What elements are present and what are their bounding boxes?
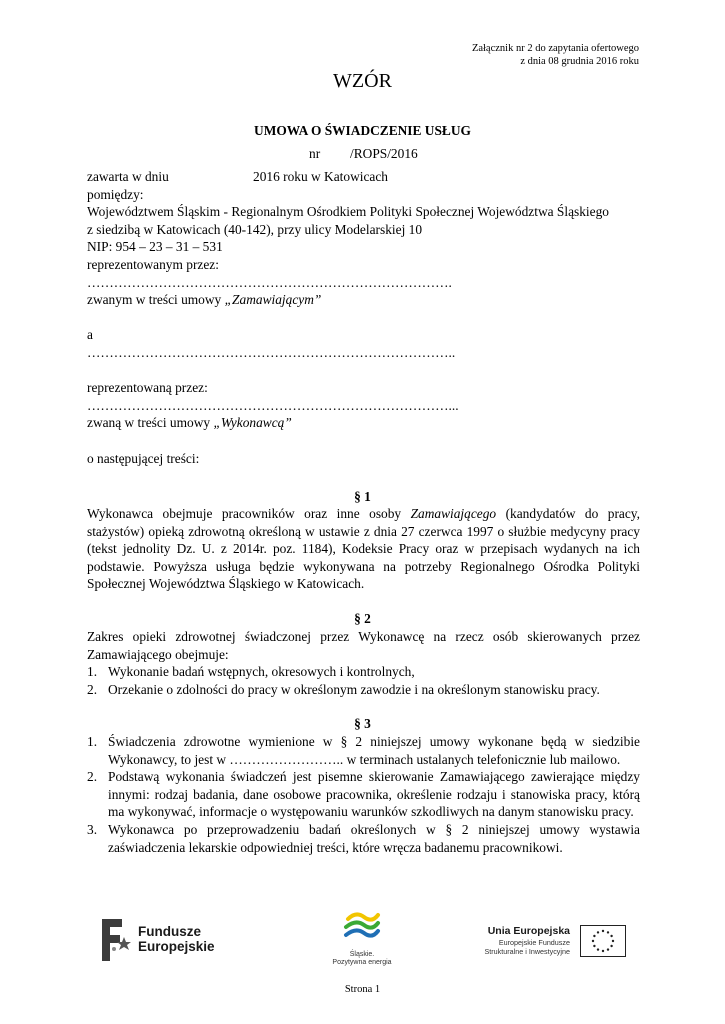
item-number: 1. <box>87 734 98 749</box>
slaskie-logo <box>326 909 398 971</box>
item-text: Orzekanie o zdolności do pracy w określonym zawodzie i na określonym stanowisku pracy. <box>108 681 600 697</box>
list-item <box>87 663 640 681</box>
s1-text-a: Wykonawca obejmuje pracowników oraz inne osoby <box>87 506 411 521</box>
ue-sub-1: Europejskie Fundusze <box>498 938 570 947</box>
called-prefix: zwanym w treści umowy <box>87 292 225 308</box>
section-3-list <box>87 733 640 856</box>
section-1-line-5: Społecznej Województwa Śląskiego w Katowicach. <box>87 576 365 592</box>
slaskie-line-2: Pozytywna energia <box>332 959 392 966</box>
ue-title: Unia Europejska <box>487 925 570 937</box>
unia-europejska-logo <box>470 923 628 963</box>
section-3-heading: § 3 <box>354 716 371 731</box>
between-label: pomiędzy: <box>87 186 144 202</box>
section-1-body <box>87 505 640 593</box>
item-text: Wykonanie badań wstępnych, okresowych i kontrolnych, <box>108 664 415 680</box>
list-item <box>87 733 640 768</box>
footer-logos <box>0 905 725 975</box>
item-line: innymi: rodzaj badania, dane osobowe pracownika, określenie rodzaju i stanowiska pracy, którą <box>108 786 640 802</box>
contract-heading: UMOWA O ŚWIADCZENIE USŁUG <box>254 123 471 138</box>
list-item <box>87 768 640 821</box>
item-line: ma wykonywać, informacje o występowaniu warunków szkodliwych na danym stanowisku pracy. <box>108 804 634 820</box>
s1-text-italic: Zamawiającego <box>410 506 497 521</box>
called-f-name: „Wykonawcą” <box>213 415 292 431</box>
section-1-line-2: stażystów) opieką zdrowotną określoną w ustawie z dnia 27 czerwca 1997 o służbie medycyny pracy <box>87 523 640 539</box>
called-name: „Zamawiającym” <box>224 292 322 308</box>
represented-by-dots: ………………………………………………………………………. <box>87 274 452 290</box>
called-contractor <box>87 414 640 432</box>
attachment-note <box>472 42 639 68</box>
called-f-prefix: zwaną w treści umowy <box>87 415 214 431</box>
content-intro: o następującej treści: <box>87 450 200 466</box>
s1-text-c: (kandydatów do pracy, <box>496 506 640 521</box>
item-number: 3. <box>87 821 98 837</box>
eu-flag-icon <box>580 925 626 957</box>
section-2-line-1: Zakres opieki zdrowotnej świadczonej przez Wykonawcę na rzecz osób skierowanych przez <box>87 629 640 644</box>
list-item <box>87 681 640 699</box>
called-ordering-party <box>87 291 640 309</box>
represented-by-label: reprezentowanym przez: <box>87 256 219 272</box>
slaskie-line-1: Śląskie. <box>349 951 375 958</box>
item-number: 2. <box>87 681 98 697</box>
section-1-heading: § 1 <box>354 489 371 504</box>
section-1-line-3: (tekst jednolity Dz. U. z 2014r. poz. 1184), Kodeksie Pracy oraz w przepisach wydanych na ich <box>87 541 640 557</box>
attachment-line-1: Załącznik nr 2 do zapytania ofertowego <box>471 43 639 54</box>
item-line: Świadczenia zdrowotne wymienione w § 2 niniejszej umowy wykonane będą w siedzibie <box>108 734 640 749</box>
section-1-line-4: podstawie. Powyższa usługa będzie wykonywana na potrzeby Regionalnego Ośrodka Polityki <box>87 558 640 574</box>
item-line: Wykonawca po przeprowadzeniu badań określonych w § 2 niniejszej umowy wystawia <box>108 821 640 837</box>
item-number: 2. <box>87 769 98 785</box>
item-number: 1. <box>87 664 98 680</box>
fe-line-1: Fundusze <box>138 924 201 939</box>
item-line: zaświadczenia lekarskie odpowiedniej treści, które wręcza badanemu pracownikowi. <box>108 839 563 855</box>
contractor-dots: ……………………………………………………………………….. <box>87 344 456 360</box>
contract-nr-suffix: /ROPS/2016 <box>350 146 418 161</box>
item-line: Wykonawcy, to jest w …………………….. w terminach ustalanych telefonicznie lub mailowo. <box>108 751 621 767</box>
parties-block <box>87 168 640 467</box>
contract-nr-label: nr <box>309 146 321 161</box>
represented-by-f-label: reprezentowaną przez: <box>87 380 208 396</box>
slaskie-icon <box>342 909 382 945</box>
fundusze-europejskie-icon <box>100 917 134 963</box>
section-2-line-2: Zamawiającego obejmuje: <box>87 646 229 662</box>
section-2-body <box>87 628 640 698</box>
entity-nip: NIP: 954 – 23 – 31 – 531 <box>87 239 223 255</box>
section-1-line-1 <box>87 505 640 523</box>
section-2-list <box>87 663 640 698</box>
item-line: Podstawą wykonania świadczeń jest pisemne skierowanie Zamawiającego zawierające między <box>108 769 640 785</box>
attachment-line-2: z dnia 08 grudnia 2016 roku <box>520 56 639 67</box>
fundusze-europejskie-logo <box>100 915 220 965</box>
represented-by-f-dots: ………………………………………………………………………... <box>87 397 459 413</box>
entity-address: z siedzibą w Katowicach (40-142), przy ulicy Modelarskiej 10 <box>87 221 423 237</box>
page-number: Strona 1 <box>344 984 381 995</box>
and-label: a <box>87 327 93 343</box>
entity-name: Województwem Śląskim - Regionalnym Ośrodkiem Polityki Społecznej Województwa Śląskiego <box>87 204 609 220</box>
concluded-line <box>87 168 640 186</box>
ue-sub-2: Strukturalne i Inwestycyjne <box>484 947 570 956</box>
concluded-label: zawarta w dniu <box>87 169 169 184</box>
section-3-body <box>87 733 640 856</box>
template-title: WZÓR <box>333 70 392 92</box>
concluded-place: 2016 roku w Katowicach <box>253 169 388 184</box>
fe-line-2: Europejskie <box>138 939 215 954</box>
section-2-heading: § 2 <box>354 611 371 626</box>
list-item <box>87 821 640 856</box>
